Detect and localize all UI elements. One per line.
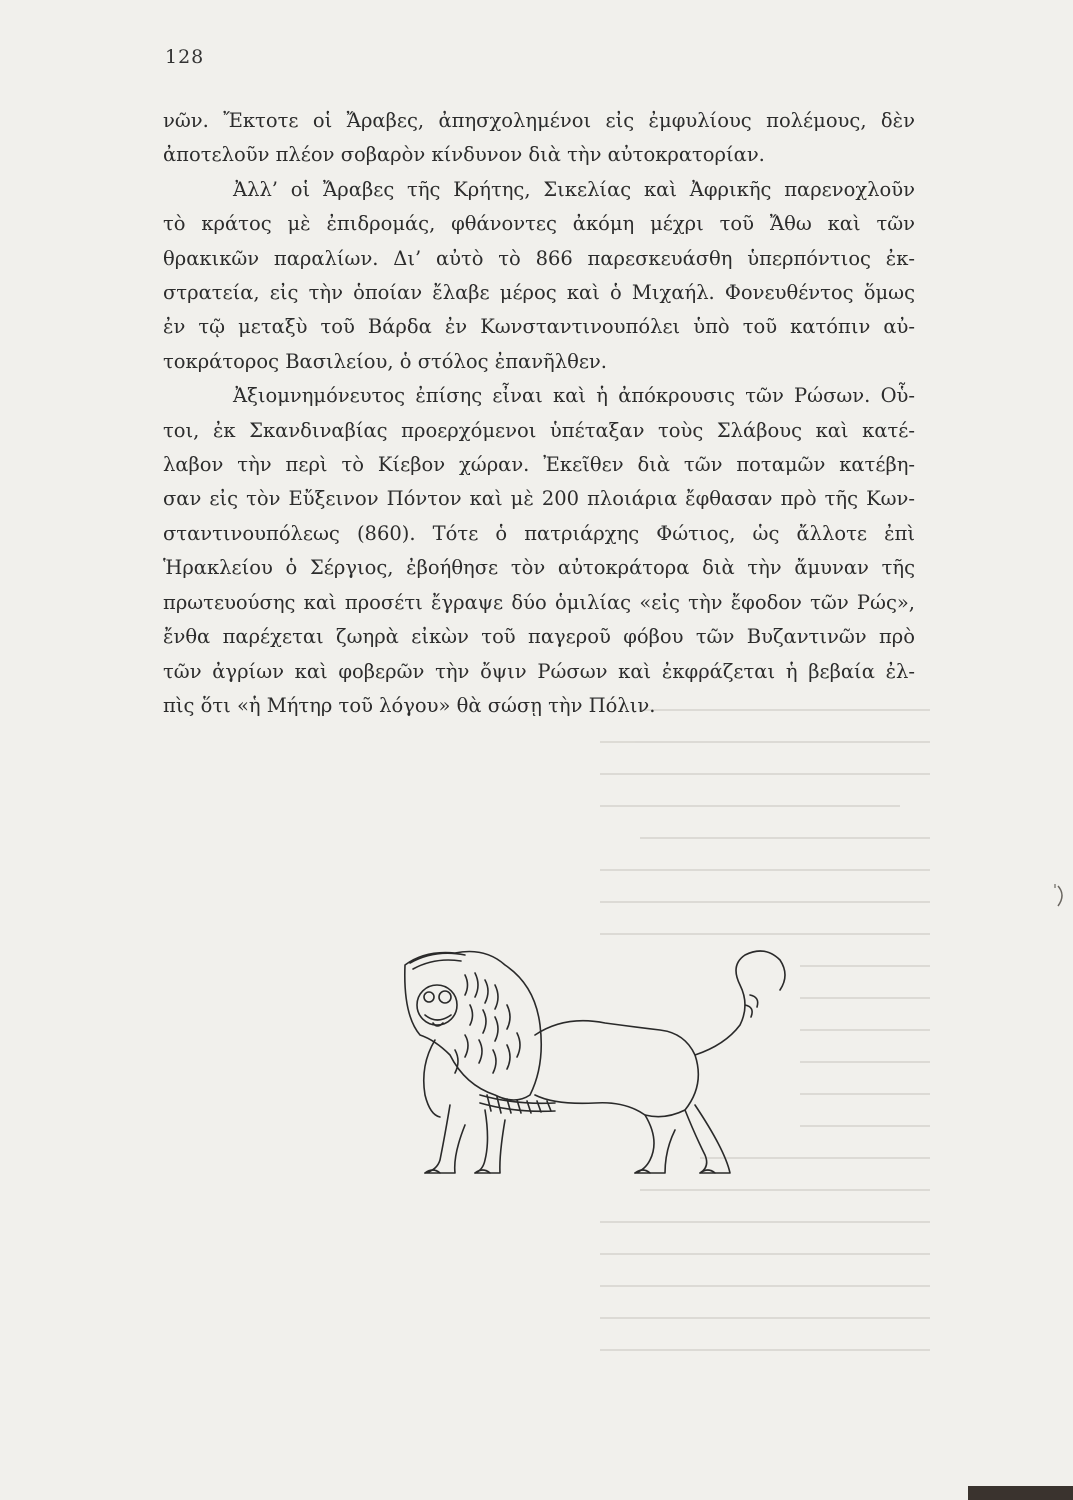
text-line: λαβον τὴν περὶ τὸ Κίεβον χώραν. Ἐκεῖθεν διὰ τῶν ποταμῶν κατέβη- [163,453,915,477]
paragraph [163,379,915,723]
text-line: τοκράτορος Βασιλείου, ὁ στόλος ἐπανῆλθεν. [163,349,607,373]
text-line: Ἀξιομνημόνευτος ἐπίσης εἶναι καὶ ἡ ἀπόκρουσις τῶν Ρώσων. Οὗ- [233,384,915,408]
paragraph [163,173,915,379]
text-line: Ἡρακλείου ὁ Σέργιος, ἐβοήθησε τὸν αὐτοκράτορα διὰ τὴν ἄμυναν τῆς [163,556,915,580]
text-line: σταντινουπόλεως (860). Τότε ὁ πατριάρχης Φώτιος, ὡς ἄλλοτε ἐπὶ [163,521,915,545]
body-text [163,104,915,723]
margin-mark [1052,880,1073,910]
text-line: θρακικῶν παραλίων. Δι’ αὐτὸ τὸ 866 παρεσκευάσθη ὑπερπόντιος ἐκ- [163,246,915,270]
text-line: σαν εἰς τὸν Εὔξεινον Πόντον καὶ μὲ 200 πλοιάρια ἔφθασαν πρὸ τῆς Κων- [163,487,915,511]
page-number: 128 [165,46,205,68]
text-line: πρωτευούσης καὶ προσέτι ἔγραψε δύο ὁμιλίας «εἰς τὴν ἔφοδον τῶν Ρώς», [163,590,915,614]
text-line: τῶν ἀγρίων καὶ φοβερῶν τὴν ὄψιν Ρώσων καὶ ἐκφράζεται ἡ βεβαία ἐλ- [163,659,915,683]
text-line: τοι, ἐκ Σκανδιναβίας προερχόμενοι ὑπέταξαν τοὺς Σλάβους καὶ κατέ- [163,418,915,442]
text-line: ἔνθα παρέχεται ζωηρὰ εἰκὼν τοῦ παγεροῦ φόβου τῶν Βυζαντινῶν πρὸ [163,625,915,649]
text-line: τὸ κράτος μὲ ἐπιδρομάς, φθάνοντες ἀκόμη μέχρι τοῦ Ἄθω καὶ τῶν [163,212,915,236]
page-corner-shadow [968,1486,1073,1500]
lion-icon [395,945,795,1180]
text-line: ἐν τῷ μεταξὺ τοῦ Βάρδα ἐν Κωνσταντινουπόλει ὑπὸ τοῦ κατόπιν αὐ- [163,315,915,339]
text-line: Ἀλλ’ οἱ Ἄραβες τῆς Κρήτης, Σικελίας καὶ Ἀφρικῆς παρενοχλοῦν [233,177,915,201]
text-line: νῶν. Ἔκτοτε οἱ Ἄραβες, ἀπησχολημένοι εἰς ἐμφυλίους πολέμους, δὲν [163,109,915,132]
text-line: πὶς ὅτι «ἡ Μήτηρ τοῦ λόγου» θὰ σώσῃ τὴν Πόλιν. [163,693,656,717]
paragraph [163,104,915,173]
text-line: ἀποτελοῦν πλέον σοβαρὸν κίνδυνον διὰ τὴν αὐτοκρατορίαν. [163,143,765,167]
text-line: στρατεία, εἰς τὴν ὁποίαν ἔλαβε μέρος καὶ ὁ Μιχαήλ. Φονευθέντος ὅμως [163,281,915,305]
